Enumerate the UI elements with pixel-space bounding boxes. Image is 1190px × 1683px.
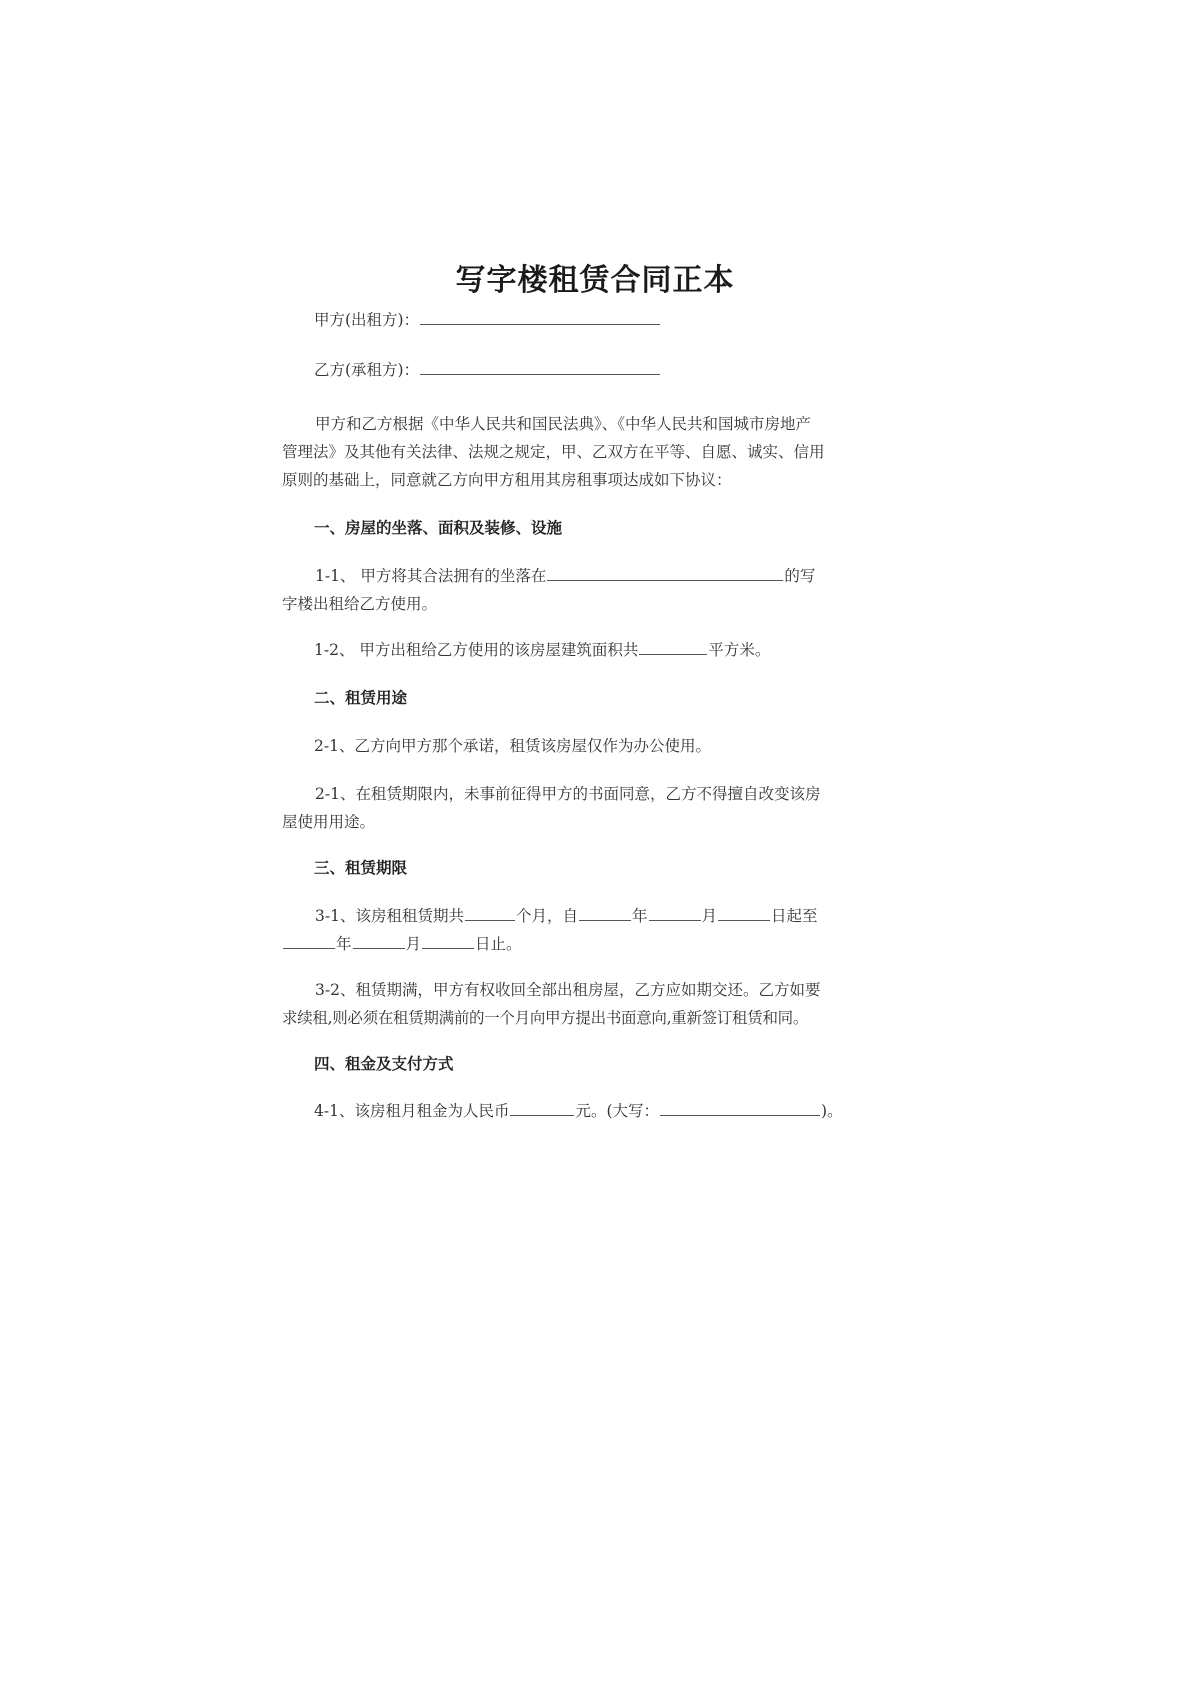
- rent-amount-words-field[interactable]: [660, 1097, 820, 1116]
- party-b-label: 乙方(承租方)：: [314, 361, 420, 379]
- clause-2-1b-line-2: 屋使用用途。: [282, 813, 376, 831]
- clause-4-1-middle: 元。(大写：: [575, 1102, 660, 1120]
- section-2-heading: 二、租赁用途: [314, 688, 408, 707]
- party-a-row: [314, 306, 661, 334]
- clause-1-1-prefix: 1-1、 甲方将其合法拥有的坐落在: [315, 567, 547, 585]
- preamble-paragraph: [282, 410, 862, 494]
- clause-1-2-suffix: 平方米。: [708, 641, 771, 659]
- clause-3-2-line-1: 3-2、租赁期满，甲方有权收回全部出租房屋，乙方应如期交还。乙方如要: [315, 981, 821, 999]
- term-months-field[interactable]: [465, 902, 515, 921]
- rent-amount-field[interactable]: [510, 1097, 574, 1116]
- clause-3-2: [282, 976, 862, 1032]
- end-suffix: 日止。: [475, 935, 522, 953]
- clause-4-1: [314, 1097, 843, 1125]
- clause-3-1-prefix: 3-1、该房租租赁期共: [315, 907, 464, 925]
- clause-4-1-prefix: 4-1、该房租月租金为人民币: [314, 1102, 510, 1120]
- clause-3-2-line-2: 求续租,则必须在租赁期满前的一个月向甲方提出书面意向,重新签订租赁和同。: [282, 1009, 809, 1027]
- preamble-line-2: 管理法》及其他有关法律、法规之规定，甲、乙双方在平等、自愿、诚实、信用: [282, 443, 825, 461]
- clause-1-1: [282, 562, 862, 618]
- building-area-field[interactable]: [639, 636, 707, 655]
- clause-4-1-suffix: )。: [821, 1102, 843, 1120]
- clause-3-1: [282, 902, 862, 958]
- section-4-heading: 四、租金及支付方式: [314, 1054, 454, 1073]
- end-year-field[interactable]: [283, 930, 335, 949]
- end-day-field[interactable]: [422, 930, 474, 949]
- start-suffix: 日起至: [771, 907, 818, 925]
- clause-2-1: 2-1、乙方向甲方那个承诺，租赁该房屋仅作为办公使用。: [314, 737, 711, 755]
- year-label: 年: [631, 907, 648, 925]
- start-day-field[interactable]: [718, 902, 770, 921]
- months-label: 个月，自: [515, 907, 578, 925]
- section-3-heading: 三、租赁期限: [314, 858, 408, 877]
- document-title: 写字楼租赁合同正本: [455, 263, 735, 298]
- property-location-field[interactable]: [547, 562, 783, 581]
- end-month-field[interactable]: [353, 930, 405, 949]
- party-b-field[interactable]: [420, 356, 660, 375]
- start-month-field[interactable]: [649, 902, 701, 921]
- clause-1-1-suffix: 的写: [784, 567, 816, 585]
- clause-1-2-prefix: 1-2、 甲方出租给乙方使用的该房屋建筑面积共: [314, 641, 639, 659]
- party-b-row: [314, 356, 661, 384]
- party-a-label: 甲方(出租方)：: [314, 311, 420, 329]
- party-a-field[interactable]: [420, 306, 660, 325]
- start-year-field[interactable]: [579, 902, 631, 921]
- clause-2-1b-line-1: 2-1、在租赁期限内，未事前征得甲方的书面同意，乙方不得擅自改变该房: [315, 785, 821, 803]
- section-1-heading: 一、房屋的坐落、面积及装修、设施: [314, 518, 563, 537]
- end-year-label: 年: [336, 935, 352, 953]
- preamble-line-3: 原则的基础上，同意就乙方向甲方租用其房租事项达成如下协议：: [282, 471, 732, 489]
- clause-1-1-continuation: 字楼出租给乙方使用。: [282, 595, 438, 613]
- preamble-line-1: 甲方和乙方根据《中华人民共和国民法典》、《中华人民共和国城市房地产: [315, 415, 812, 433]
- end-month-label: 月: [405, 935, 422, 953]
- clause-1-2: [314, 636, 770, 664]
- clause-2-1b: [282, 780, 862, 836]
- month-label: 月: [701, 907, 718, 925]
